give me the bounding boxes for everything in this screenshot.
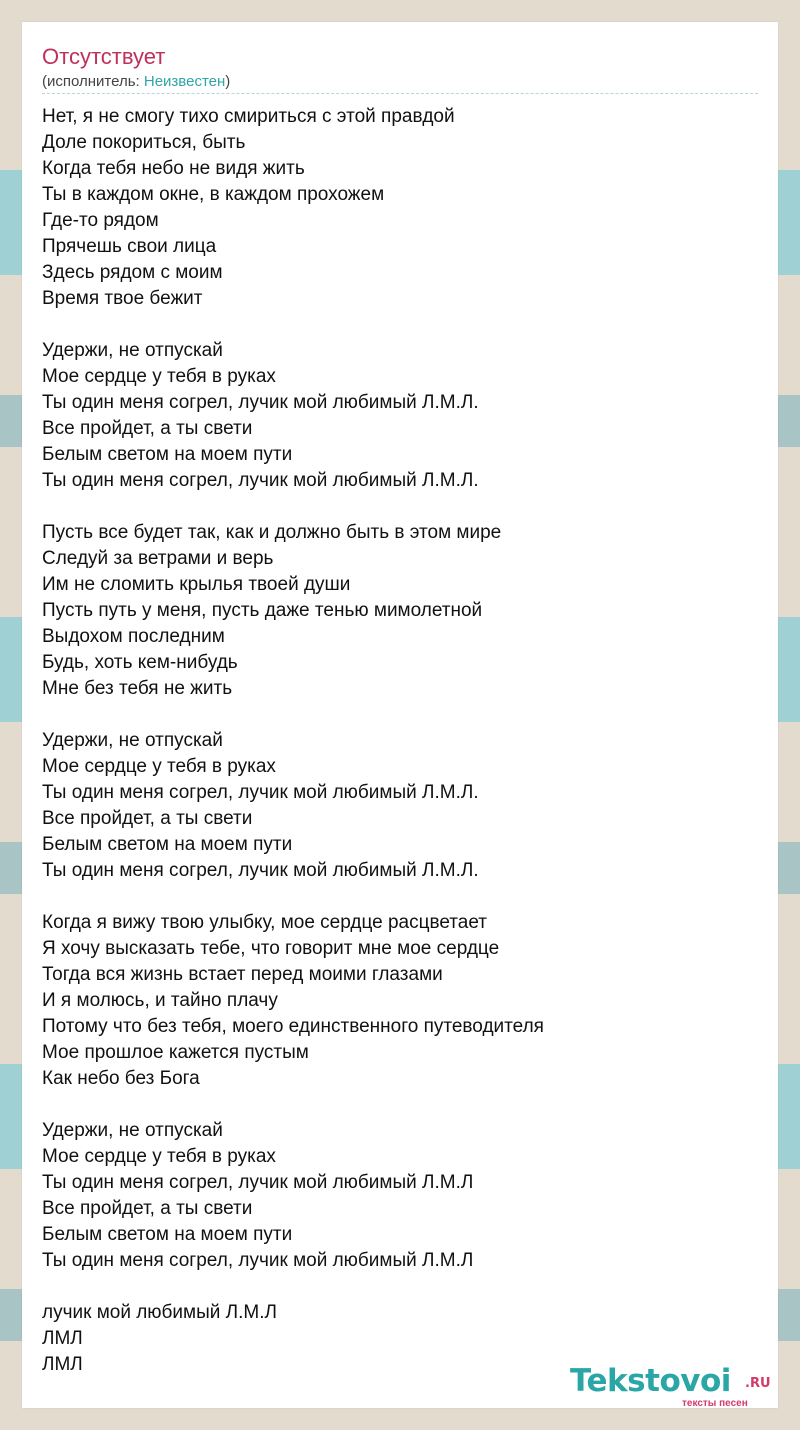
artist-link[interactable]: Неизвестен: [143, 73, 226, 90]
lyric-line: Доле покориться, быть: [42, 132, 246, 153]
lyric-line: [42, 312, 758, 338]
lyric-line: ЛМЛ: [42, 1354, 83, 1375]
lyrics-card: [22, 22, 778, 1408]
lyric-line: И я молюсь, и тайно плачу: [42, 990, 278, 1011]
lyric-line: Белым светом на моем пути: [42, 834, 293, 855]
lyric-line: Все пройдет, а ты свети: [42, 1198, 253, 1219]
title-divider: [42, 93, 758, 94]
lyric-line: Белым светом на моем пути: [42, 444, 293, 465]
lyric-line: Когда тебя небо не видя жить: [42, 158, 305, 179]
lyric-line: [42, 1092, 758, 1118]
lyric-line: [42, 1274, 758, 1300]
lyric-line: Пусть путь у меня, пусть даже тенью мимолетной: [42, 600, 483, 621]
logo-tld: .RU: [745, 1376, 771, 1391]
lyric-line: лучик мой любимый Л.М.Л: [42, 1302, 277, 1323]
lyric-line: Ты один меня согрел, лучик мой любимый Л.М.Л: [42, 1250, 474, 1271]
lyric-line: Здесь рядом с моим: [42, 262, 223, 283]
lyric-line: Ты в каждом окне, в каждом прохожем: [42, 184, 385, 205]
lyric-line: Прячешь свои лица: [42, 236, 217, 257]
logo-name: Tekstovoi: [570, 1363, 731, 1399]
lyric-line: [42, 494, 758, 520]
lyric-line: Тогда вся жизнь встает перед моими глазами: [42, 964, 443, 985]
song-title: Отсутствует: [42, 44, 166, 69]
lyric-line: Ты один меня согрел, лучик мой любимый Л.М.Л.: [42, 470, 479, 491]
byline-suffix: ): [225, 73, 231, 90]
lyric-line: Мое сердце у тебя в руках: [42, 1146, 276, 1167]
lyric-line: [42, 884, 758, 910]
lyric-line: Следуй за ветрами и верь: [42, 548, 274, 569]
lyric-line: Мне без тебя не жить: [42, 678, 233, 699]
lyric-line: ЛМЛ: [42, 1328, 83, 1349]
lyric-line: Нет, я не смогу тихо смириться с этой правдой: [42, 106, 455, 127]
byline-prefix: (исполнитель:: [42, 73, 144, 90]
lyric-line: Все пройдет, а ты свети: [42, 808, 253, 829]
lyric-line: Где-то рядом: [42, 210, 159, 231]
lyric-line: Мое прошлое кажется пустым: [42, 1042, 309, 1063]
lyric-line: Ты один меня согрел, лучик мой любимый Л.М.Л: [42, 1172, 474, 1193]
lyric-line: Выдохом последним: [42, 626, 225, 647]
lyrics-text: [42, 104, 758, 1378]
lyric-line: Когда я вижу твою улыбку, мое сердце расцветает: [42, 912, 487, 933]
lyric-line: Ты один меня согрел, лучик мой любимый Л.М.Л.: [42, 860, 479, 881]
lyric-line: Им не сломить крылья твоей души: [42, 574, 351, 595]
lyric-line: Я хочу высказать тебе, что говорит мне мое сердце: [42, 938, 500, 959]
lyric-line: Ты один меня согрел, лучик мой любимый Л.М.Л.: [42, 392, 479, 413]
lyric-line: Будь, хоть кем-нибудь: [42, 652, 238, 673]
song-byline: [42, 73, 230, 91]
lyric-line: Мое сердце у тебя в руках: [42, 366, 276, 387]
lyric-line: Удержи, не отпускай: [42, 340, 223, 361]
lyric-line: Пусть все будет так, как и должно быть в этом мире: [42, 522, 502, 543]
lyric-line: Время твое бежит: [42, 288, 203, 309]
logo-tagline: тексты песен: [682, 1398, 748, 1409]
lyric-line: Потому что без тебя, моего единственного путеводителя: [42, 1016, 544, 1037]
lyric-line: Ты один меня согрел, лучик мой любимый Л.М.Л.: [42, 782, 479, 803]
lyric-line: Все пройдет, а ты свети: [42, 418, 253, 439]
lyric-line: Как небо без Бога: [42, 1068, 200, 1089]
site-logo[interactable]: [570, 1364, 780, 1410]
lyric-line: Мое сердце у тебя в руках: [42, 756, 276, 777]
lyric-line: Удержи, не отпускай: [42, 1120, 223, 1141]
lyric-line: Удержи, не отпускай: [42, 730, 223, 751]
lyric-line: [42, 702, 758, 728]
lyric-line: Белым светом на моем пути: [42, 1224, 293, 1245]
